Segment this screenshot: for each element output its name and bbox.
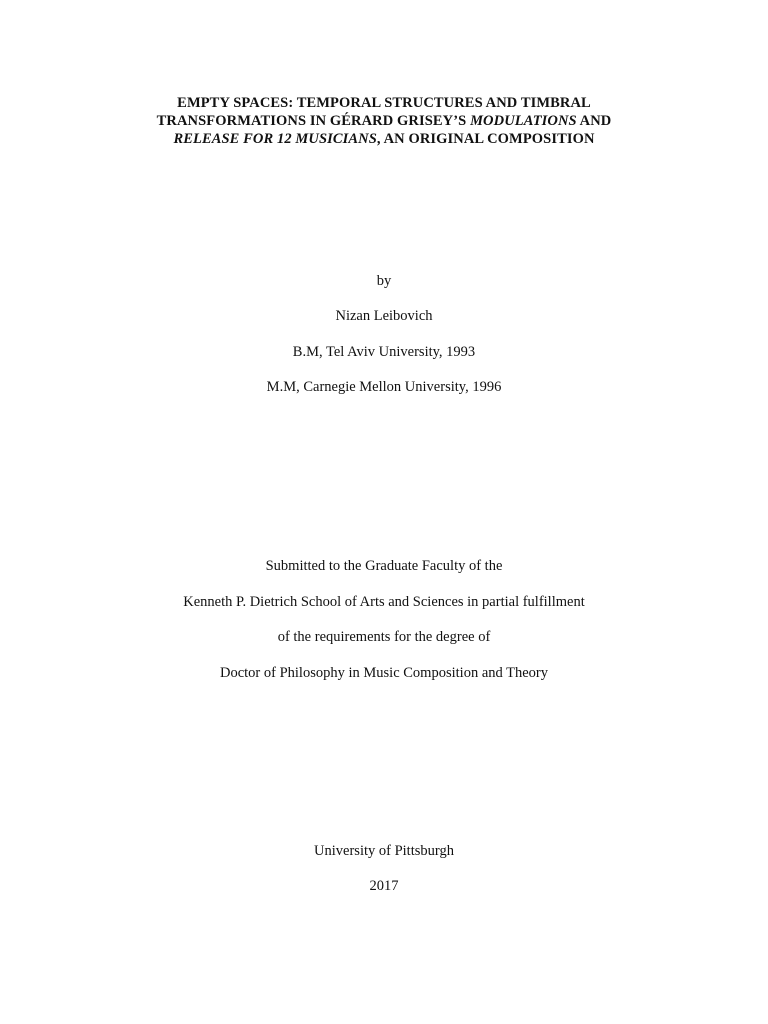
- title-line-2: [0, 112, 768, 130]
- submission-line-2: Kenneth P. Dietrich School of Arts and Sciences in partial fulfillment: [183, 594, 585, 610]
- submission-year: 2017: [369, 878, 399, 894]
- title-line-1: EMPTY SPACES: TEMPORAL STRUCTURES AND TIMBRAL: [177, 95, 591, 111]
- submission-line-1: Submitted to the Graduate Faculty of the: [265, 558, 503, 574]
- institution-name: University of Pittsburgh: [314, 843, 454, 859]
- author-degree-1: B.M, Tel Aviv University, 1993: [292, 344, 476, 360]
- by-label: by: [376, 273, 392, 289]
- author-degree-2: M.M, Carnegie Mellon University, 1996: [266, 379, 502, 395]
- title-line-3-suffix: , AN ORIGINAL COMPOSITION: [376, 131, 595, 147]
- thesis-title: [0, 94, 768, 148]
- title-line-2-prefix: TRANSFORMATIONS IN GÉRARD GRISEY’S: [156, 113, 471, 129]
- submission-line-4: Doctor of Philosophy in Music Composition and Theory: [220, 665, 548, 681]
- title-line-2-italic: MODULATIONS: [470, 113, 577, 129]
- title-line-3: [0, 130, 768, 148]
- title-line-2-suffix: AND: [576, 113, 612, 129]
- author-name: Nizan Leibovich: [335, 308, 433, 324]
- submission-line-3: of the requirements for the degree of: [277, 629, 491, 645]
- title-line-3-italic: RELEASE FOR 12 MUSICIANS: [173, 131, 377, 147]
